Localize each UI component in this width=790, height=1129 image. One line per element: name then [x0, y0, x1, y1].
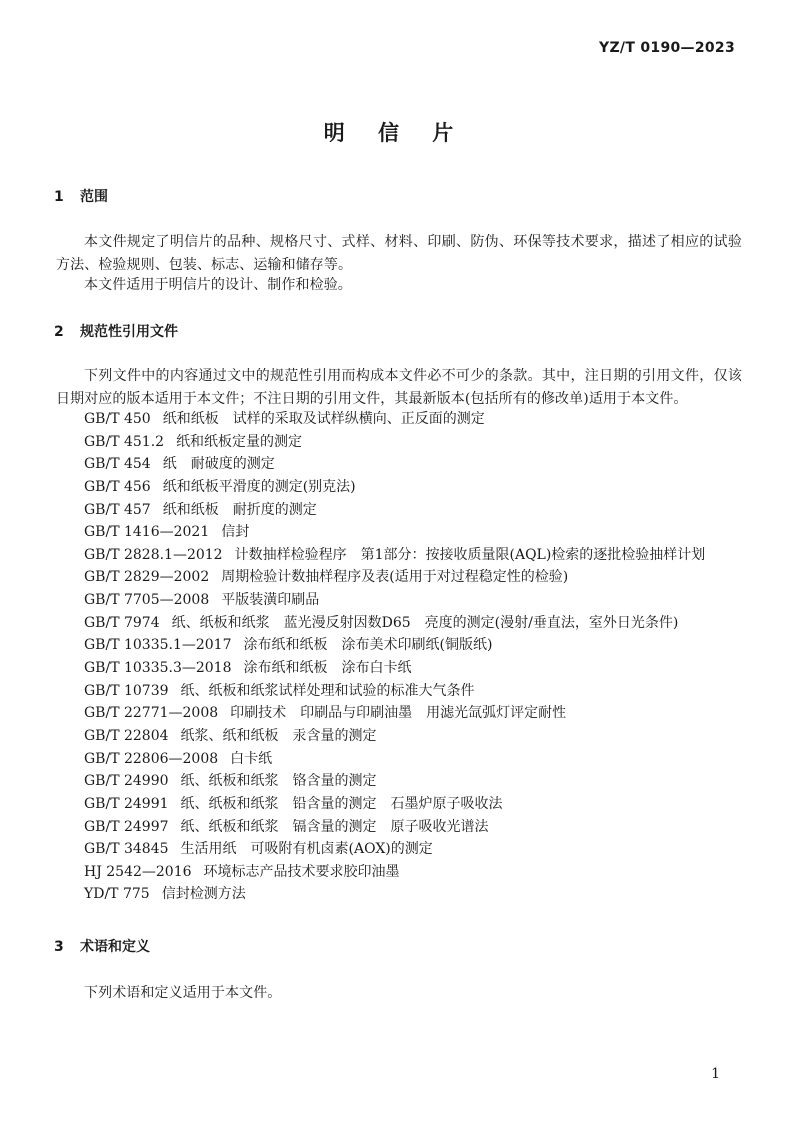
reference-code: HJ 2542—2016: [84, 863, 192, 880]
reference-item: [84, 612, 705, 635]
reference-title: 白卡纸: [230, 750, 273, 767]
reference-item: [84, 589, 705, 612]
reference-code: GB/T 2828.1—2012: [84, 546, 223, 563]
reference-code: GB/T 22771—2008: [84, 705, 219, 722]
reference-item: [84, 770, 705, 793]
reference-item: [84, 634, 705, 657]
reference-code: GB/T 22806—2008: [84, 750, 219, 767]
reference-title: 纸和纸板 试样的采取及试样纵横向、正反面的测定: [162, 411, 485, 427]
reference-title: 印刷技术 印刷品与印刷油墨 用滤光氙弧灯评定耐性: [230, 705, 567, 722]
reference-code: GB/T 1416—2021: [84, 524, 210, 541]
reference-item: [84, 793, 705, 816]
reference-title: 纸和纸板 耐折度的测定: [162, 501, 317, 518]
section-number: 1: [54, 189, 64, 205]
reference-code: GB/T 450: [84, 411, 151, 427]
section-title: 规范性引用文件: [80, 324, 178, 340]
reference-item: [84, 680, 705, 703]
reference-item: [84, 544, 705, 567]
reference-code: GB/T 22804: [84, 727, 169, 744]
reference-code: GB/T 24997: [84, 818, 169, 835]
reference-code: GB/T 7705—2008: [84, 592, 210, 609]
reference-item: [84, 748, 705, 771]
references-intro-paragraph: 下列文件中的内容通过文中的规范性引用而构成本文件必不可少的条款。其中，注日期的引用文件，仅该日期对应的版本适用于本文件；不注日期的引用文件，其最新版本(包括所有的修改单)适用于本文件。: [56, 368, 742, 407]
reference-item: [84, 883, 705, 906]
section-2-heading: [54, 321, 178, 341]
reference-title: 纸和纸板定量的测定: [176, 433, 303, 450]
section-3-heading: [54, 936, 150, 956]
section-number: 2: [54, 324, 64, 340]
reference-title: 生活用纸 可吸附有机卤素(AOX)的测定: [180, 841, 433, 858]
reference-code: GB/T 10739: [84, 682, 169, 699]
scope-paragraph: 本文件规定了明信片的品种、规格尺寸、式样、材料、印刷、防伪、环保等技术要求，描述了相应的试验方法、检验规则、包装、标志、运输和储存等。: [56, 234, 742, 273]
reference-code: GB/T 24990: [84, 773, 169, 790]
reference-item: [84, 702, 705, 725]
reference-title: 纸浆、纸和纸板 汞含量的测定: [180, 727, 377, 744]
document-title: 明 信 片: [323, 121, 467, 145]
reference-title: 纸、纸板和纸浆试样处理和试验的标准大气条件: [180, 682, 475, 699]
reference-title: 计数抽样检验程序 第1部分：按接收质量限(AQL)检索的逐批检验抽样计划: [234, 546, 706, 563]
reference-code: GB/T 10335.1—2017: [84, 637, 232, 654]
reference-title: 平版装潢印刷品: [221, 592, 320, 609]
reference-title: 纸、纸板和纸浆 蓝光漫反射因数D65 亮度的测定(漫射/垂直法，室外日光条件): [171, 614, 679, 631]
reference-code: GB/T 2829—2002: [84, 569, 210, 586]
scope-applicability-paragraph: 本文件适用于明信片的设计、制作和检验。: [84, 277, 352, 293]
reference-item: [84, 657, 705, 680]
standard-code: YZ/T 0190—2023: [599, 40, 735, 56]
reference-code: YD/T 775: [84, 886, 150, 903]
reference-item: [84, 408, 705, 431]
reference-code: GB/T 456: [84, 478, 151, 495]
reference-title: 涂布纸和纸板 涂布白卡纸: [243, 660, 412, 677]
reference-title: 信封: [221, 524, 250, 541]
reference-item: [84, 725, 705, 748]
section-number: 3: [54, 939, 64, 955]
reference-item: [84, 566, 705, 589]
reference-item: [84, 499, 705, 522]
reference-item: [84, 453, 705, 476]
reference-title: 环境标志产品技术要求胶印油墨: [203, 863, 400, 880]
section-title: 范围: [80, 189, 108, 205]
reference-item: [84, 838, 705, 861]
reference-code: GB/T 451.2: [84, 433, 165, 450]
reference-item: [84, 476, 705, 499]
reference-code: GB/T 457: [84, 501, 151, 518]
reference-list: [84, 408, 705, 906]
reference-code: GB/T 24991: [84, 795, 169, 812]
reference-item: [84, 861, 705, 884]
reference-title: 信封检测方法: [161, 886, 246, 903]
page-number: 1: [711, 1066, 720, 1082]
reference-item: [84, 521, 705, 544]
section-title: 术语和定义: [80, 939, 150, 955]
reference-title: 纸和纸板平滑度的测定(别克法): [162, 478, 356, 495]
reference-item: [84, 431, 705, 454]
reference-title: 周期检验计数抽样程序及表(适用于对过程稳定性的检验): [221, 569, 569, 586]
reference-title: 纸 耐破度的测定: [162, 456, 275, 473]
reference-code: GB/T 10335.3—2018: [84, 660, 232, 677]
reference-title: 纸、纸板和纸浆 铅含量的测定 石墨炉原子吸收法: [180, 795, 503, 812]
reference-title: 纸、纸板和纸浆 镉含量的测定 原子吸收光谱法: [180, 818, 489, 835]
reference-title: 涂布纸和纸板 涂布美术印刷纸(铜版纸): [243, 637, 493, 654]
reference-title: 纸、纸板和纸浆 铬含量的测定: [180, 773, 377, 790]
terms-intro-paragraph: 下列术语和定义适用于本文件。: [84, 985, 282, 1001]
reference-code: GB/T 34845: [84, 841, 169, 858]
reference-code: GB/T 454: [84, 456, 151, 473]
section-1-heading: [54, 186, 108, 206]
reference-code: GB/T 7974: [84, 614, 160, 631]
reference-item: [84, 816, 705, 839]
